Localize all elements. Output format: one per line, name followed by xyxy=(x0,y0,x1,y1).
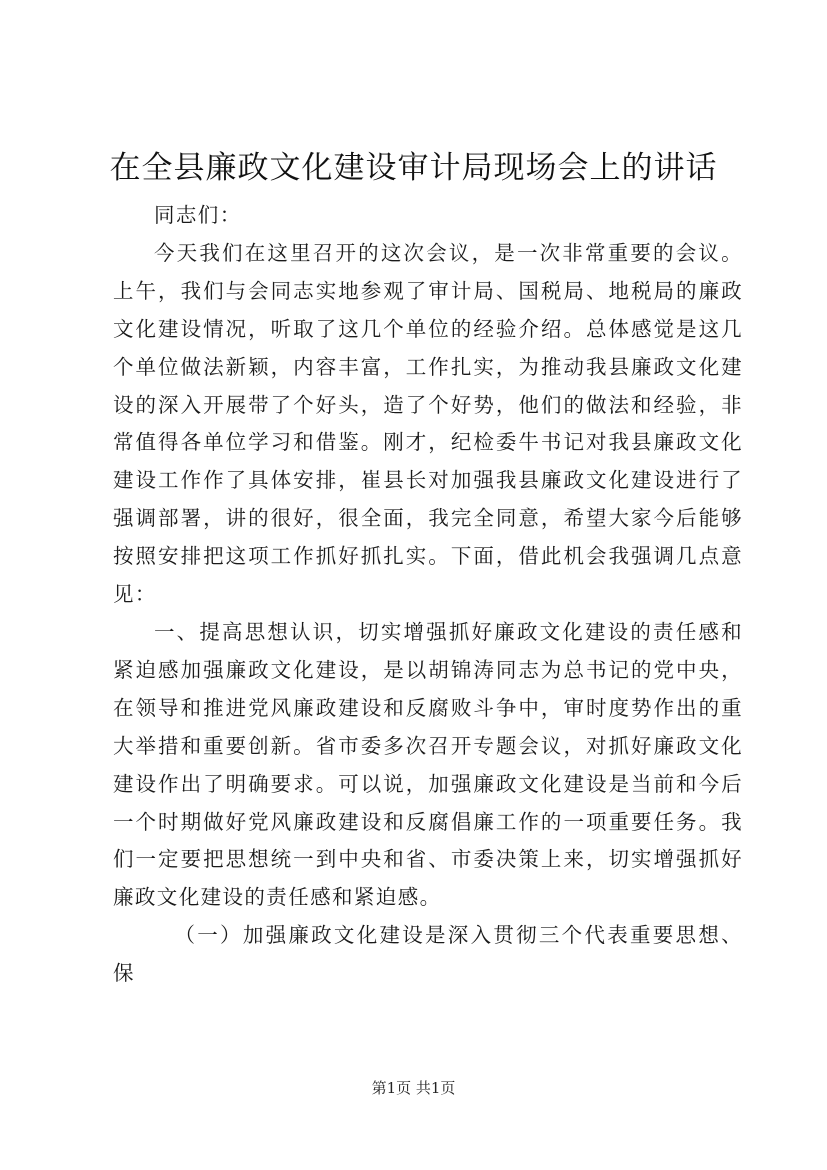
document-title: 在全县廉政文化建设审计局现场会上的讲话 xyxy=(109,150,718,186)
intro-paragraph: 今天我们在这里召开的这次会议，是一次非常重要的会议。上午，我们与会同志实地参观了审计局、国税局、地税局的廉政文化建设情况，听取了这几个单位的经验介绍。总体感觉是这几个单位做法新颖，内容丰富，工作扎实，为推动我县廉政文化建设的深入开展带了个好头，造了个好势，他们的做法和经验，非常值得各单位学习和借鉴。刚才，纪检委牛书记对我县廉政文化建设工作作了具体安排，崔县长对加强我县廉政文化建设进行了强调部署，讲的很好，很全面，我完全同意，希望大家今后能够按照安排把这项工作抓好抓扎实。下面，借此机会我强调几点意见： xyxy=(113,240,743,607)
document-body xyxy=(113,197,743,993)
subsection-one-paragraph: （一）加强廉政文化建设是深入贯彻三个代表重要思想、保 xyxy=(113,923,743,986)
page-footer: 第1页 共1页 xyxy=(371,1079,456,1097)
section-one-paragraph: 一、提高思想认识，切实增强抓好廉政文化建设的责任感和紧迫感加强廉政文化建设，是以胡锦涛同志为总书记的党中央，在领导和推进党风廉政建设和反腐败斗争中，审时度势作出的重大举措和重要创新。省市委多次召开专题会议，对抓好廉政文化建设作出了明确要求。可以说，加强廉政文化建设是当前和今后一个时期做好党风廉政建设和反腐倡廉工作的一项重要任务。我们一定要把思想统一到中央和省、市委决策上来，切实增强抓好廉政文化建设的责任感和紧迫感。 xyxy=(113,619,743,910)
salutation-paragraph: 同志们： xyxy=(154,203,242,227)
